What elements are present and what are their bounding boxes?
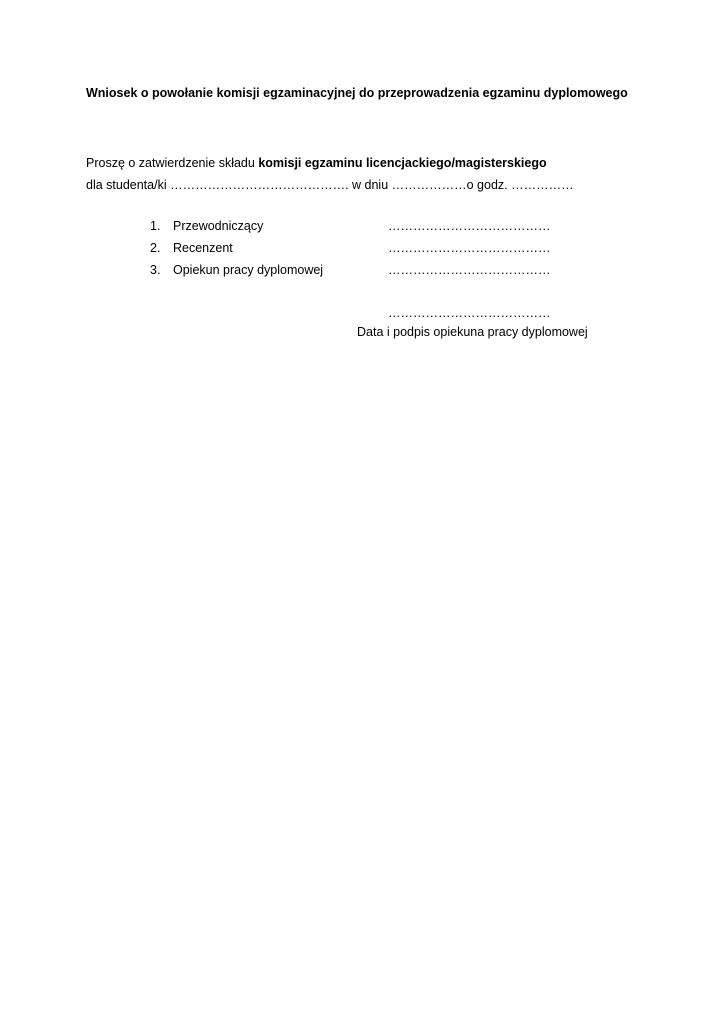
- document-title: Wniosek o powołanie komisji egzaminacyjnej do przeprowadzenia egzaminu dyplomowego: [86, 86, 628, 100]
- list-item: [150, 219, 570, 241]
- list-item-number: 2.: [150, 241, 161, 255]
- request-line: [86, 156, 547, 170]
- list-item-role: Opiekun pracy dyplomowej: [173, 263, 324, 277]
- request-intro: Proszę o zatwierdzenie składu: [86, 156, 259, 170]
- list-item-role: Recenzent: [173, 241, 233, 255]
- list-item: [150, 241, 570, 263]
- committee-list: [150, 219, 570, 285]
- list-item-blank: …………………………………: [388, 241, 551, 255]
- signature-caption: Data i podpis opiekuna pracy dyplomowej: [357, 325, 588, 339]
- list-item-number: 3.: [150, 263, 161, 277]
- student-line: dla studenta/ki ……………………………………. w dniu ………………o godz. ……………: [86, 178, 574, 192]
- request-intro-bold: komisji egzaminu licencjackiego/magisterskiego: [258, 156, 547, 170]
- list-item: [150, 263, 570, 285]
- list-item-blank: …………………………………: [388, 263, 551, 277]
- signature-blank: …………………………………: [388, 306, 551, 320]
- list-item-number: 1.: [150, 219, 161, 233]
- list-item-role: Przewodniczący: [173, 219, 264, 233]
- list-item-blank: …………………………………: [388, 219, 551, 233]
